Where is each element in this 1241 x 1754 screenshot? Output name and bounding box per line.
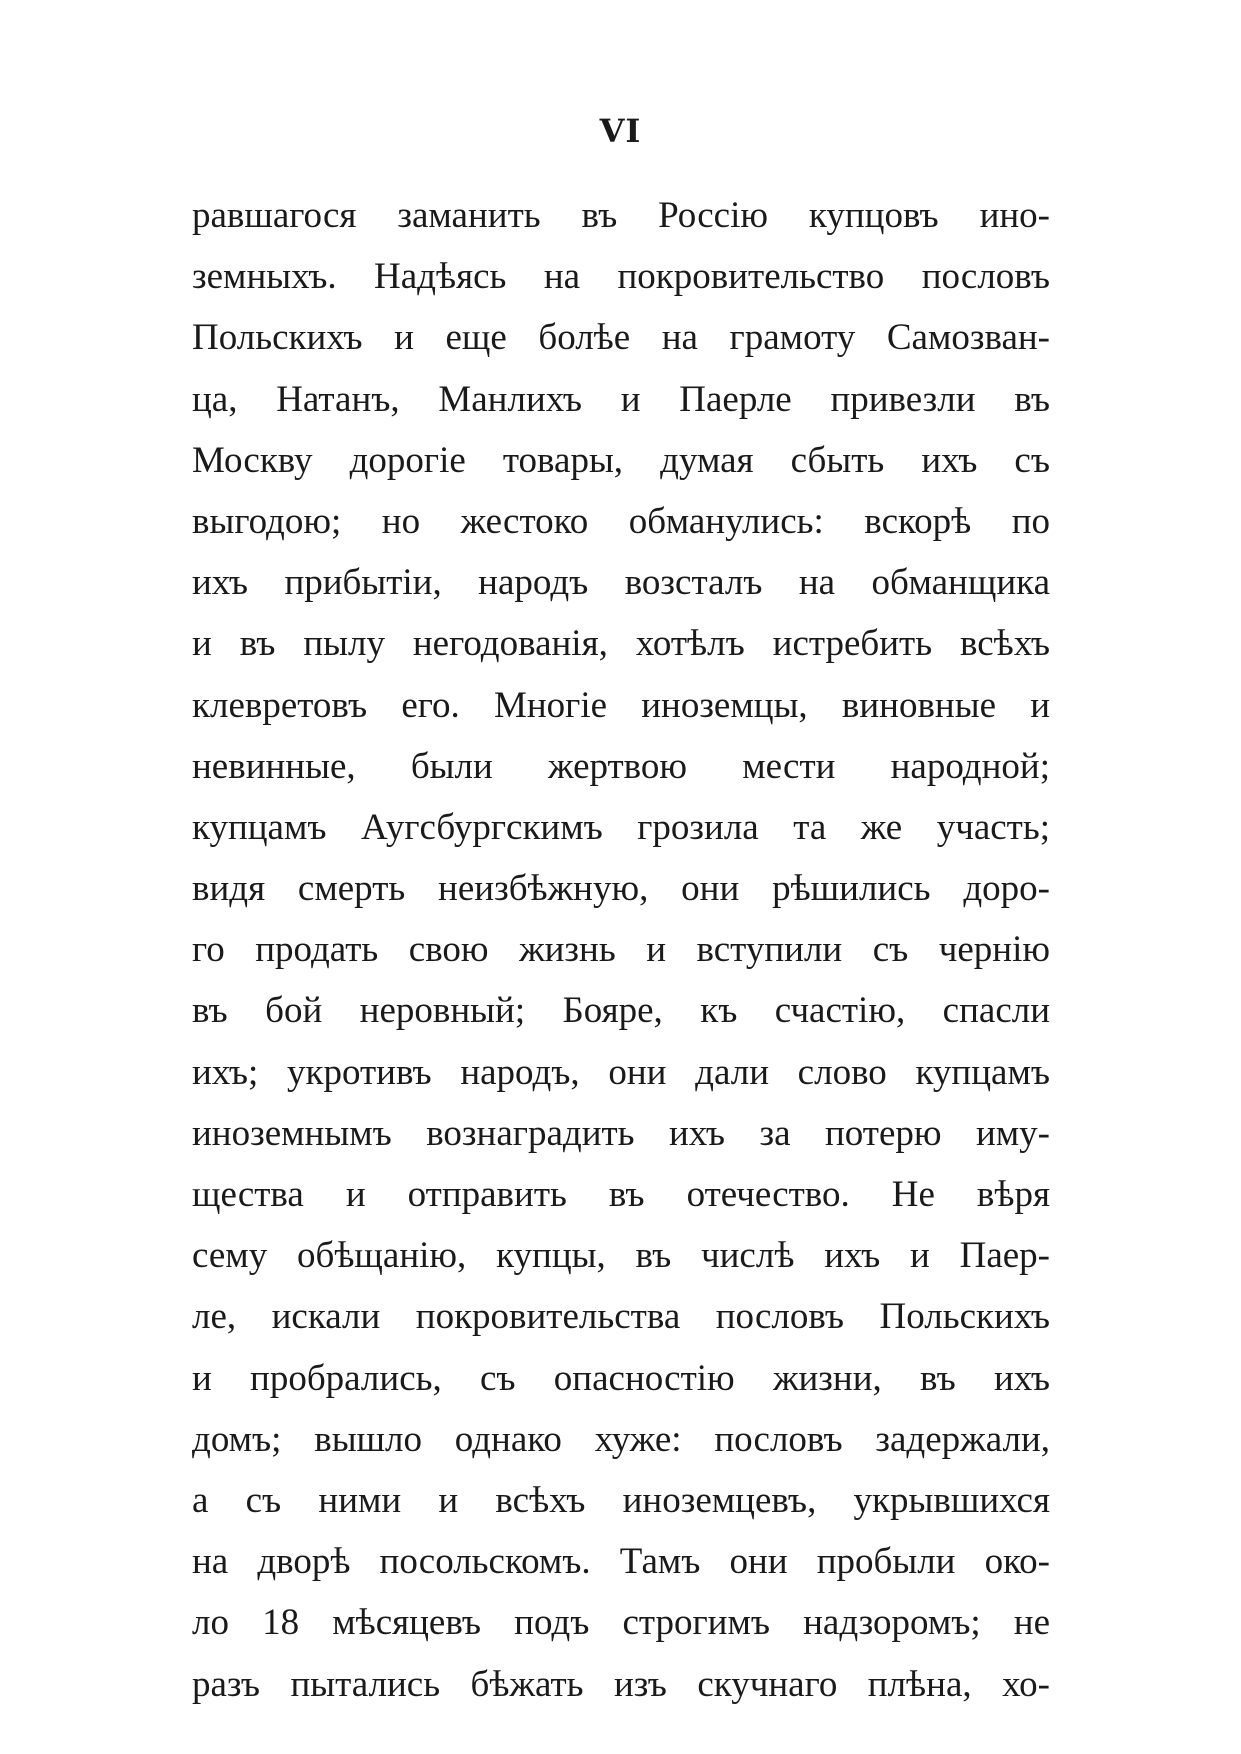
text-line: и пробрались, съ опасностію жизни, въ ихъ [192,1357,1050,1399]
text-line: земныхъ. Надѣясь на покровительство пословъ [192,256,1050,298]
text-line: равшагося заманить въ Россію купцовъ ино- [192,195,1050,236]
text-line: домъ; вышло однако хуже: пословъ задержали, [192,1418,1050,1460]
text-line: невинные, были жертвою мести народной; [192,745,1050,787]
text-line: купцамъ Аугсбургскимъ грозила та же участь; [192,806,1050,848]
text-line: а съ ними и всѣхъ иноземцевъ, укрывшихся [192,1479,1050,1521]
text-line: сему обѣщанію, купцы, въ числѣ ихъ и Паер- [192,1235,1050,1277]
text-line: видя смерть неизбѣжную, они рѣшились доро- [192,868,1050,910]
text-line: клевретовъ его. Многіе иноземцы, виновные и [192,684,1050,726]
text-line: ца, Натанъ, Манлихъ и Паерле привезли въ [192,378,1050,420]
body-text [192,185,1050,1715]
text-line: щества и отправить въ отечество. Не вѣря [192,1174,1050,1215]
text-line: ихъ; укротивъ народъ, они дали слово купцамъ [192,1051,1050,1093]
text-line: ихъ прибытіи, народъ возсталъ на обманщика [192,562,1050,604]
text-line: разъ пытались бѣжать изъ скучнаго плѣна, хо- [192,1663,1050,1705]
page-number: VI [599,112,642,150]
text-line: и въ пылу негодованія, хотѣлъ истребить всѣхъ [192,623,1050,665]
text-line: на дворѣ посольскомъ. Тамъ они пробыли око- [192,1541,1050,1583]
text-line: въ бой неровный; Бояре, къ счастію, спасли [192,990,1050,1032]
text-line: ле, искали покровительства пословъ Польскихъ [192,1296,1050,1338]
text-line: иноземнымъ вознаградить ихъ за потерю иму- [192,1112,1050,1154]
text-line: Москву дорогіе товары, думая сбыть ихъ съ [192,439,1050,481]
text-line: го продать свою жизнь и вступили съ чернію [192,929,1050,971]
text-line: выгодою; но жестоко обманулись: вскорѣ по [192,500,1050,542]
text-line: ло 18 мѣсяцевъ подъ строгимъ надзоромъ; не [192,1602,1050,1644]
text-line: Польскихъ и еще болѣе на грамоту Самозван- [192,317,1050,359]
